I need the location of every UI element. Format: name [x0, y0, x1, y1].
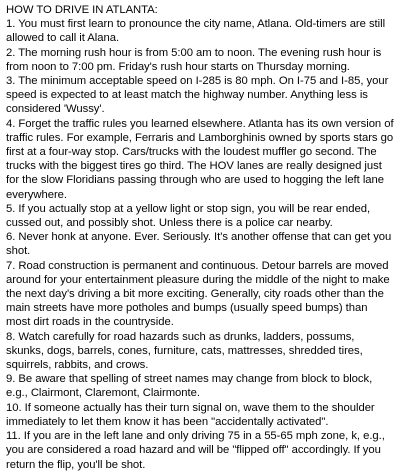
list-item: 10. If someone actually has their turn signal on, wave them to the shoulder immediately to let them know it has been "accidentally activated".: [6, 401, 375, 428]
list-item: 9. Be aware that spelling of street names may change from block to block, e.g., Clairmont, Claremont, Clairmonte.: [6, 373, 373, 400]
list-item: 3. The minimum acceptable speed on I-285 is 80 mph. On I-75 and I-85, your speed is expected to at least match the highway number. Anything less is considered 'Wussy'.: [6, 75, 389, 116]
list-item: 6. Never honk at anyone. Ever. Seriously. It's another offense that can get you shot.: [6, 231, 392, 258]
list-item: 8. Watch carefully for road hazards such as drunks, ladders, possums, skunks, dogs, barrels, cones, furniture, cats, mattresses, shredded tires, squirrels, rabbits, and crows.: [6, 330, 363, 372]
post-title: HOW TO DRIVE IN ATLANTA:: [6, 4, 158, 16]
list-item: 7. Road construction is permanent and continuous. Detour barrels are moved around for your entertainment pleasure during the middle of the night to make the next day's driving a bit more exciting. Generally, city roads other than the main streets have more potholes and bumps (usually speed bumps) than most dirt roads in the countryside.: [6, 259, 390, 329]
list-item: 1. You must first learn to pronounce the city name, Atlana. Old-timers are still allowed to call it Alana.: [6, 18, 386, 45]
list-item: 5. If you actually stop at a yellow light or stop sign, you will be rear ended, cussed out, and possibly shot. Unless there is a police car nearby.: [6, 202, 371, 230]
list-item: 4. Forget the traffic rules you learned elsewhere. Atlanta has its own version of traffic rules. For example, Ferraris and Lamborghinis owned by sports stars go first at a four-way stop. Cars/trucks with the loudest muffler go second. The trucks with the biggest tires go third. The HOV lanes are really designed just for the slow Floridians passing through who are used to hogging the left lane everywhere.: [6, 117, 394, 201]
list-item: 11. If you are in the left lane and only driving 75 in a 55-65 mph zone, k, e.g., you are considered a road hazard and will be "flipped off" accordingly. If you return the flip, you'll be shot.: [6, 430, 385, 471]
list-item: 2. The morning rush hour is from 5:00 am to noon. The evening rush hour is from noon to 7:00 pm. Friday's rush hour starts on Thursday morning.: [6, 46, 382, 73]
